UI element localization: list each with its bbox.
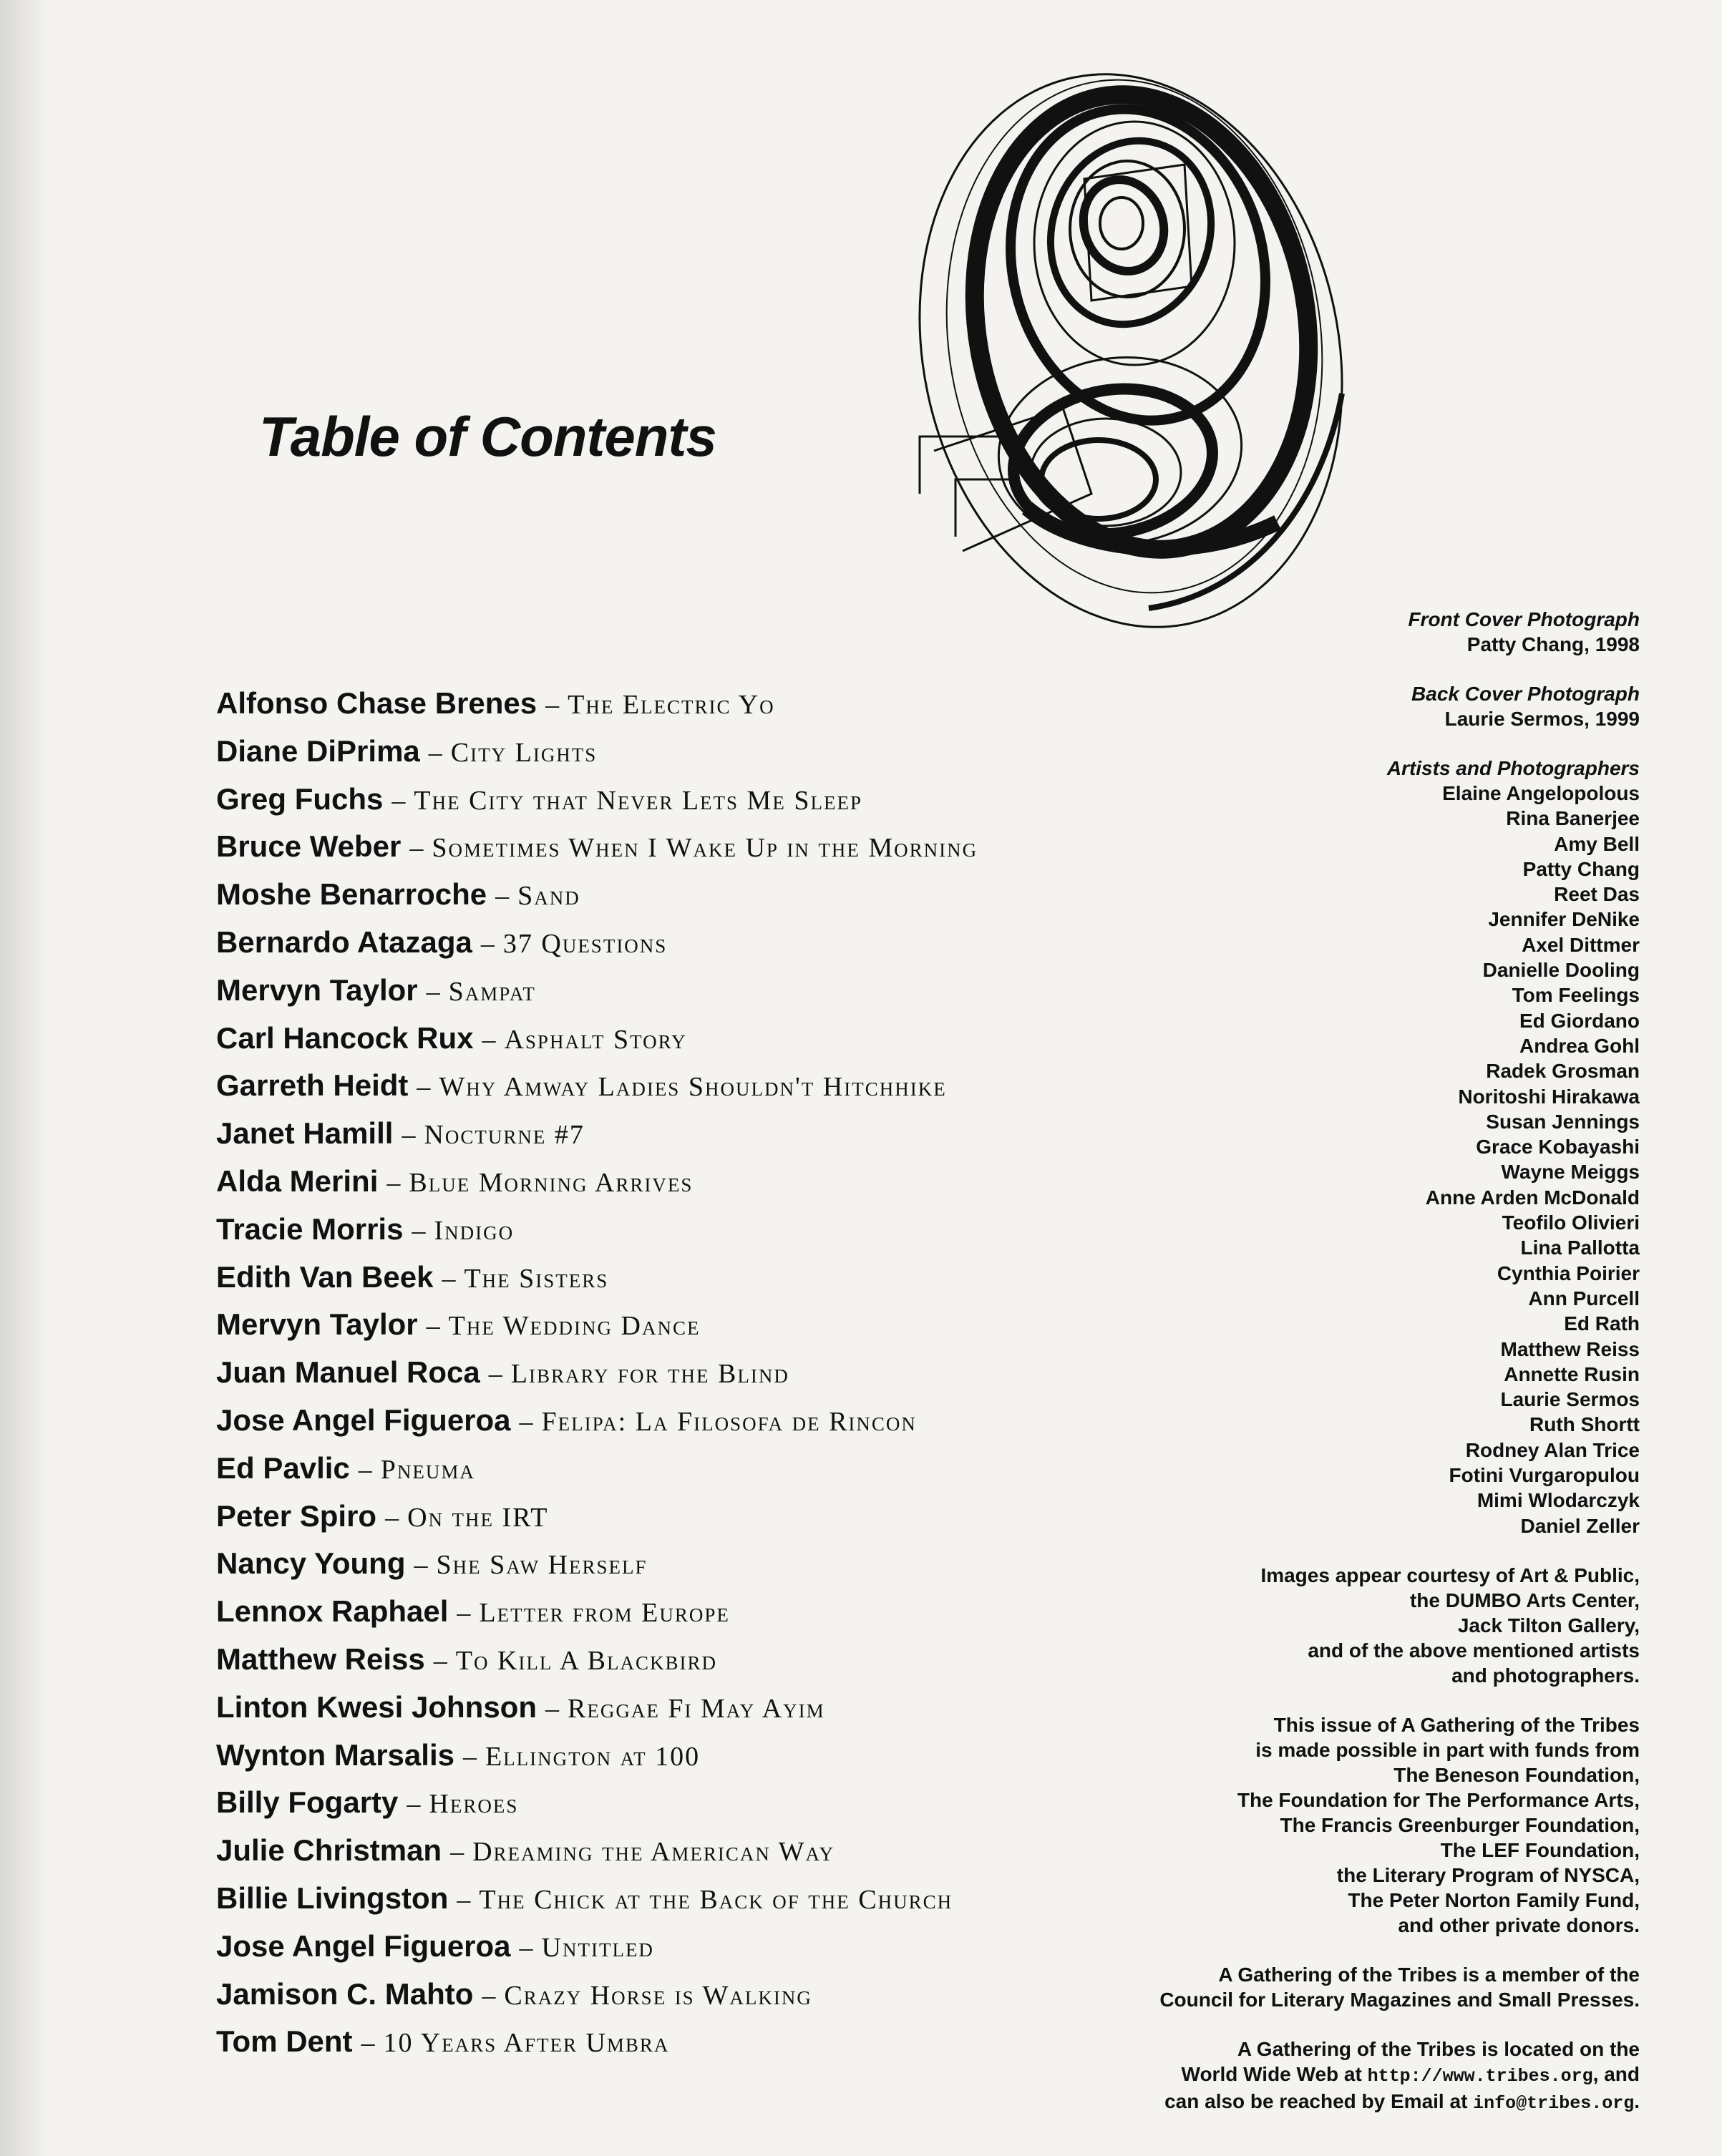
web-prefix: World Wide Web at: [1181, 2062, 1368, 2085]
funding-note-line: The Beneson Foundation,: [1393, 1763, 1640, 1786]
toc-title: Asphalt Story: [504, 1024, 687, 1055]
artist-name: Elaine Angelopolous: [1442, 782, 1640, 804]
toc-dash: –: [426, 1311, 440, 1342]
toc-dash: –: [407, 1789, 421, 1820]
front-cover-credit: [996, 607, 1640, 657]
images-note-line: Jack Tilton Gallery,: [1457, 1614, 1640, 1636]
toc-title: The Chick at the Back of the Church: [479, 1884, 953, 1915]
artist-name: Annette Rusin: [1504, 1362, 1640, 1385]
toc-author: Janet Hamill: [216, 1116, 394, 1151]
toc-title: Pneuma: [380, 1454, 475, 1485]
artist-name: Anne Arden McDonald: [1425, 1186, 1640, 1209]
toc-author: Nancy Young: [216, 1546, 406, 1581]
funding-note: [996, 1712, 1640, 1938]
toc-title: She Saw Herself: [436, 1550, 648, 1581]
toc-dash: –: [402, 1120, 416, 1151]
toc-author: Jose Angel Figueroa: [216, 1403, 511, 1437]
funding-note-line: and other private donors.: [1398, 1913, 1640, 1936]
toc-title: 10 Years After Umbra: [383, 2028, 670, 2059]
page-edge-shadow: [0, 0, 50, 2156]
toc-author: Garreth Heidt: [216, 1068, 409, 1103]
artist-name: Mimi Wlodarczyk: [1477, 1489, 1640, 1512]
funding-note-line: The Francis Greenburger Foundation,: [1280, 1813, 1640, 1836]
artist-name: Danielle Dooling: [1482, 959, 1640, 982]
toc-dash: –: [391, 785, 406, 816]
toc-author: Juan Manuel Roca: [216, 1355, 480, 1390]
funding-note-line: The LEF Foundation,: [1440, 1838, 1640, 1861]
artist-name: Jennifer DeNike: [1488, 908, 1640, 931]
toc-author: Tom Dent: [216, 2024, 353, 2059]
toc-author: Wynton Marsalis: [216, 1737, 454, 1772]
toc-title: The Wedding Dance: [448, 1311, 701, 1342]
back-cover-credit: [996, 681, 1640, 731]
artist-name: Axel Dittmer: [1522, 933, 1640, 956]
artist-name: Ed Rath: [1564, 1312, 1640, 1335]
toc-title: Sampat: [448, 976, 536, 1007]
artist-name: Ruth Shortt: [1529, 1413, 1640, 1436]
artist-name: Andrea Gohl: [1519, 1034, 1640, 1057]
membership-note-line: Council for Literary Magazines and Small Presses.: [1159, 1988, 1640, 2011]
toc-author: Carl Hancock Rux: [216, 1020, 474, 1055]
back-cover-photographer: Laurie Sermos, 1999: [1444, 708, 1640, 730]
membership-note-line: A Gathering of the Tribes is a member of the: [1218, 1963, 1640, 1986]
funding-note-line: The Peter Norton Family Fund,: [1348, 1888, 1640, 1911]
artist-name: Ann Purcell: [1528, 1287, 1640, 1309]
artist-name: Grace Kobayashi: [1476, 1136, 1640, 1159]
email-link[interactable]: info@tribes.org: [1473, 2092, 1635, 2114]
images-note-line: and of the above mentioned artists: [1308, 1639, 1640, 1662]
images-note-line: and photographers.: [1451, 1664, 1640, 1687]
toc-title: Reggae Fi May Ayim: [568, 1693, 825, 1724]
toc-dash: –: [409, 833, 424, 864]
toc-title: Nocturne #7: [424, 1120, 585, 1151]
toc-title: To Kill A Blackbird: [455, 1645, 717, 1676]
toc-dash: –: [417, 1072, 431, 1103]
toc-dash: –: [361, 2028, 375, 2059]
toc-title: The Electric Yo: [568, 690, 775, 720]
web-suffix: , and: [1592, 2062, 1640, 2085]
toc-dash: –: [495, 881, 510, 912]
toc-title: The Sisters: [464, 1263, 609, 1294]
website-link[interactable]: http://www.tribes.org: [1367, 2065, 1593, 2087]
artist-name: Rina Banerjee: [1506, 807, 1640, 830]
toc-title: Crazy Horse is Walking: [504, 1980, 812, 2011]
email-suffix: .: [1634, 2089, 1640, 2112]
toc-title: Sometimes When I Wake Up in the Morning: [432, 833, 978, 864]
artists-section: [996, 756, 1640, 1538]
funding-note-line: This issue of A Gathering of the Tribes: [1273, 1713, 1640, 1736]
toc-author: Billie Livingston: [216, 1881, 449, 1915]
toc-dash: –: [457, 1884, 471, 1915]
toc-dash: –: [462, 1741, 477, 1772]
toc-author: Jamison C. Mahto: [216, 1976, 474, 2011]
toc-author: Bernardo Atazaga: [216, 925, 472, 959]
toc-author: Edith Van Beek: [216, 1259, 434, 1294]
artist-name: Ed Giordano: [1519, 1009, 1640, 1032]
toc-dash: –: [358, 1454, 372, 1485]
email-line: [996, 2089, 1640, 2116]
funding-note-line: is made possible in part with funds from: [1255, 1738, 1640, 1761]
artist-name: Amy Bell: [1554, 832, 1640, 855]
images-note-line: the DUMBO Arts Center,: [1409, 1589, 1640, 1611]
toc-author: Bruce Weber: [216, 829, 402, 864]
toc-dash: –: [480, 928, 495, 959]
toc-title: Felipa: La Filosofa de Rincon: [541, 1406, 917, 1437]
artists-heading: Artists and Photographers: [1386, 757, 1640, 779]
toc-dash: –: [450, 1837, 464, 1868]
artist-name: Matthew Reiss: [1500, 1337, 1640, 1360]
toc-dash: –: [433, 1645, 447, 1676]
toc-title: Library for the Blind: [510, 1359, 789, 1390]
front-cover-heading: Front Cover Photograph: [1408, 608, 1640, 630]
toc-dash: –: [412, 1215, 426, 1246]
toc-author: Lennox Raphael: [216, 1594, 449, 1629]
front-cover-photographer: Patty Chang, 1998: [1466, 633, 1640, 655]
toc-author: Tracie Morris: [216, 1211, 404, 1246]
toc-author: Matthew Reiss: [216, 1642, 425, 1676]
artist-name: Noritoshi Hirakawa: [1458, 1085, 1640, 1108]
toc-author: Mervyn Taylor: [216, 1307, 418, 1342]
artist-name: Laurie Sermos: [1500, 1388, 1640, 1411]
toc-author: Alda Merini: [216, 1164, 379, 1198]
toc-dash: –: [442, 1263, 456, 1294]
toc-dash: –: [414, 1550, 428, 1581]
toc-title: City Lights: [450, 737, 598, 768]
credits-column: [996, 607, 1640, 2140]
toc-title: The City that Never Lets Me Sleep: [414, 785, 862, 816]
toc-dash: –: [426, 976, 440, 1007]
toc-title: Untitled: [541, 1932, 654, 1963]
toc-dash: –: [488, 1359, 502, 1390]
toc-title: Sand: [517, 881, 580, 912]
artist-name: Tom Feelings: [1512, 984, 1640, 1007]
toc-dash: –: [385, 1502, 399, 1533]
toc-dash: –: [428, 737, 442, 768]
web-line-2: [996, 2062, 1640, 2089]
toc-title: Letter from Europe: [479, 1598, 730, 1629]
email-prefix: can also be reached by Email at: [1164, 2089, 1474, 2112]
web-line-1: A Gathering of the Tribes is located on the: [1237, 2037, 1640, 2060]
toc-title: Indigo: [434, 1215, 515, 1246]
toc-author: Peter Spiro: [216, 1498, 377, 1533]
artist-name: Patty Chang: [1522, 857, 1640, 880]
images-courtesy-note: [996, 1563, 1640, 1688]
toc-dash: –: [482, 1980, 496, 2011]
toc-author: Greg Fuchs: [216, 781, 384, 816]
contact-note: [996, 2037, 1640, 2116]
toc-dash: –: [519, 1406, 533, 1437]
toc-dash: –: [545, 690, 560, 720]
artist-name: Daniel Zeller: [1520, 1514, 1640, 1537]
artist-name: Cynthia Poirier: [1497, 1262, 1640, 1284]
toc-title: Heroes: [429, 1789, 519, 1820]
toc-dash: –: [545, 1693, 559, 1724]
toc-author: Billy Fogarty: [216, 1785, 399, 1820]
toc-dash: –: [482, 1024, 496, 1055]
toc-author: Diane DiPrima: [216, 733, 420, 768]
page-title: Table of Contents: [259, 405, 716, 468]
toc-author: Linton Kwesi Johnson: [216, 1689, 537, 1724]
toc-author: Mervyn Taylor: [216, 972, 418, 1007]
toc-author: Julie Christman: [216, 1833, 442, 1868]
artist-name: Reet Das: [1554, 883, 1640, 906]
artist-name: Fotini Vurgaropulou: [1449, 1464, 1640, 1487]
images-note-line: Images appear courtesy of Art & Public,: [1260, 1564, 1640, 1586]
artist-name: Teofilo Olivieri: [1502, 1211, 1640, 1234]
membership-note: [996, 1962, 1640, 2012]
funding-note-line: the Literary Program of NYSCA,: [1336, 1863, 1640, 1886]
toc-title: On the IRT: [407, 1502, 549, 1533]
back-cover-heading: Back Cover Photograph: [1411, 683, 1640, 705]
toc-author: Ed Pavlic: [216, 1450, 350, 1485]
toc-title: Why Amway Ladies Shouldn't Hitchhike: [439, 1072, 947, 1103]
toc-author: Moshe Benarroche: [216, 877, 487, 912]
artist-name: Wayne Meiggs: [1501, 1161, 1640, 1184]
toc-title: Ellington at 100: [485, 1741, 701, 1772]
artists-list: [996, 781, 1640, 1538]
toc-title: 37 Questions: [502, 928, 668, 959]
toc-author: Jose Angel Figueroa: [216, 1928, 511, 1963]
artist-name: Radek Grosman: [1486, 1060, 1640, 1083]
toc-title: Blue Morning Arrives: [409, 1167, 694, 1198]
artist-name: Rodney Alan Trice: [1465, 1438, 1640, 1461]
toc-author: Alfonso Chase Brenes: [216, 686, 537, 720]
toc-dash: –: [519, 1932, 533, 1963]
artist-name: Lina Pallotta: [1520, 1236, 1640, 1259]
toc-dash: –: [457, 1598, 471, 1629]
funding-note-line: The Foundation for The Performance Arts,: [1237, 1788, 1640, 1811]
toc-title: Dreaming the American Way: [472, 1837, 835, 1868]
toc-dash: –: [386, 1167, 401, 1198]
swirl-nine-graphic: [848, 50, 1363, 637]
artist-name: Susan Jennings: [1486, 1110, 1640, 1133]
